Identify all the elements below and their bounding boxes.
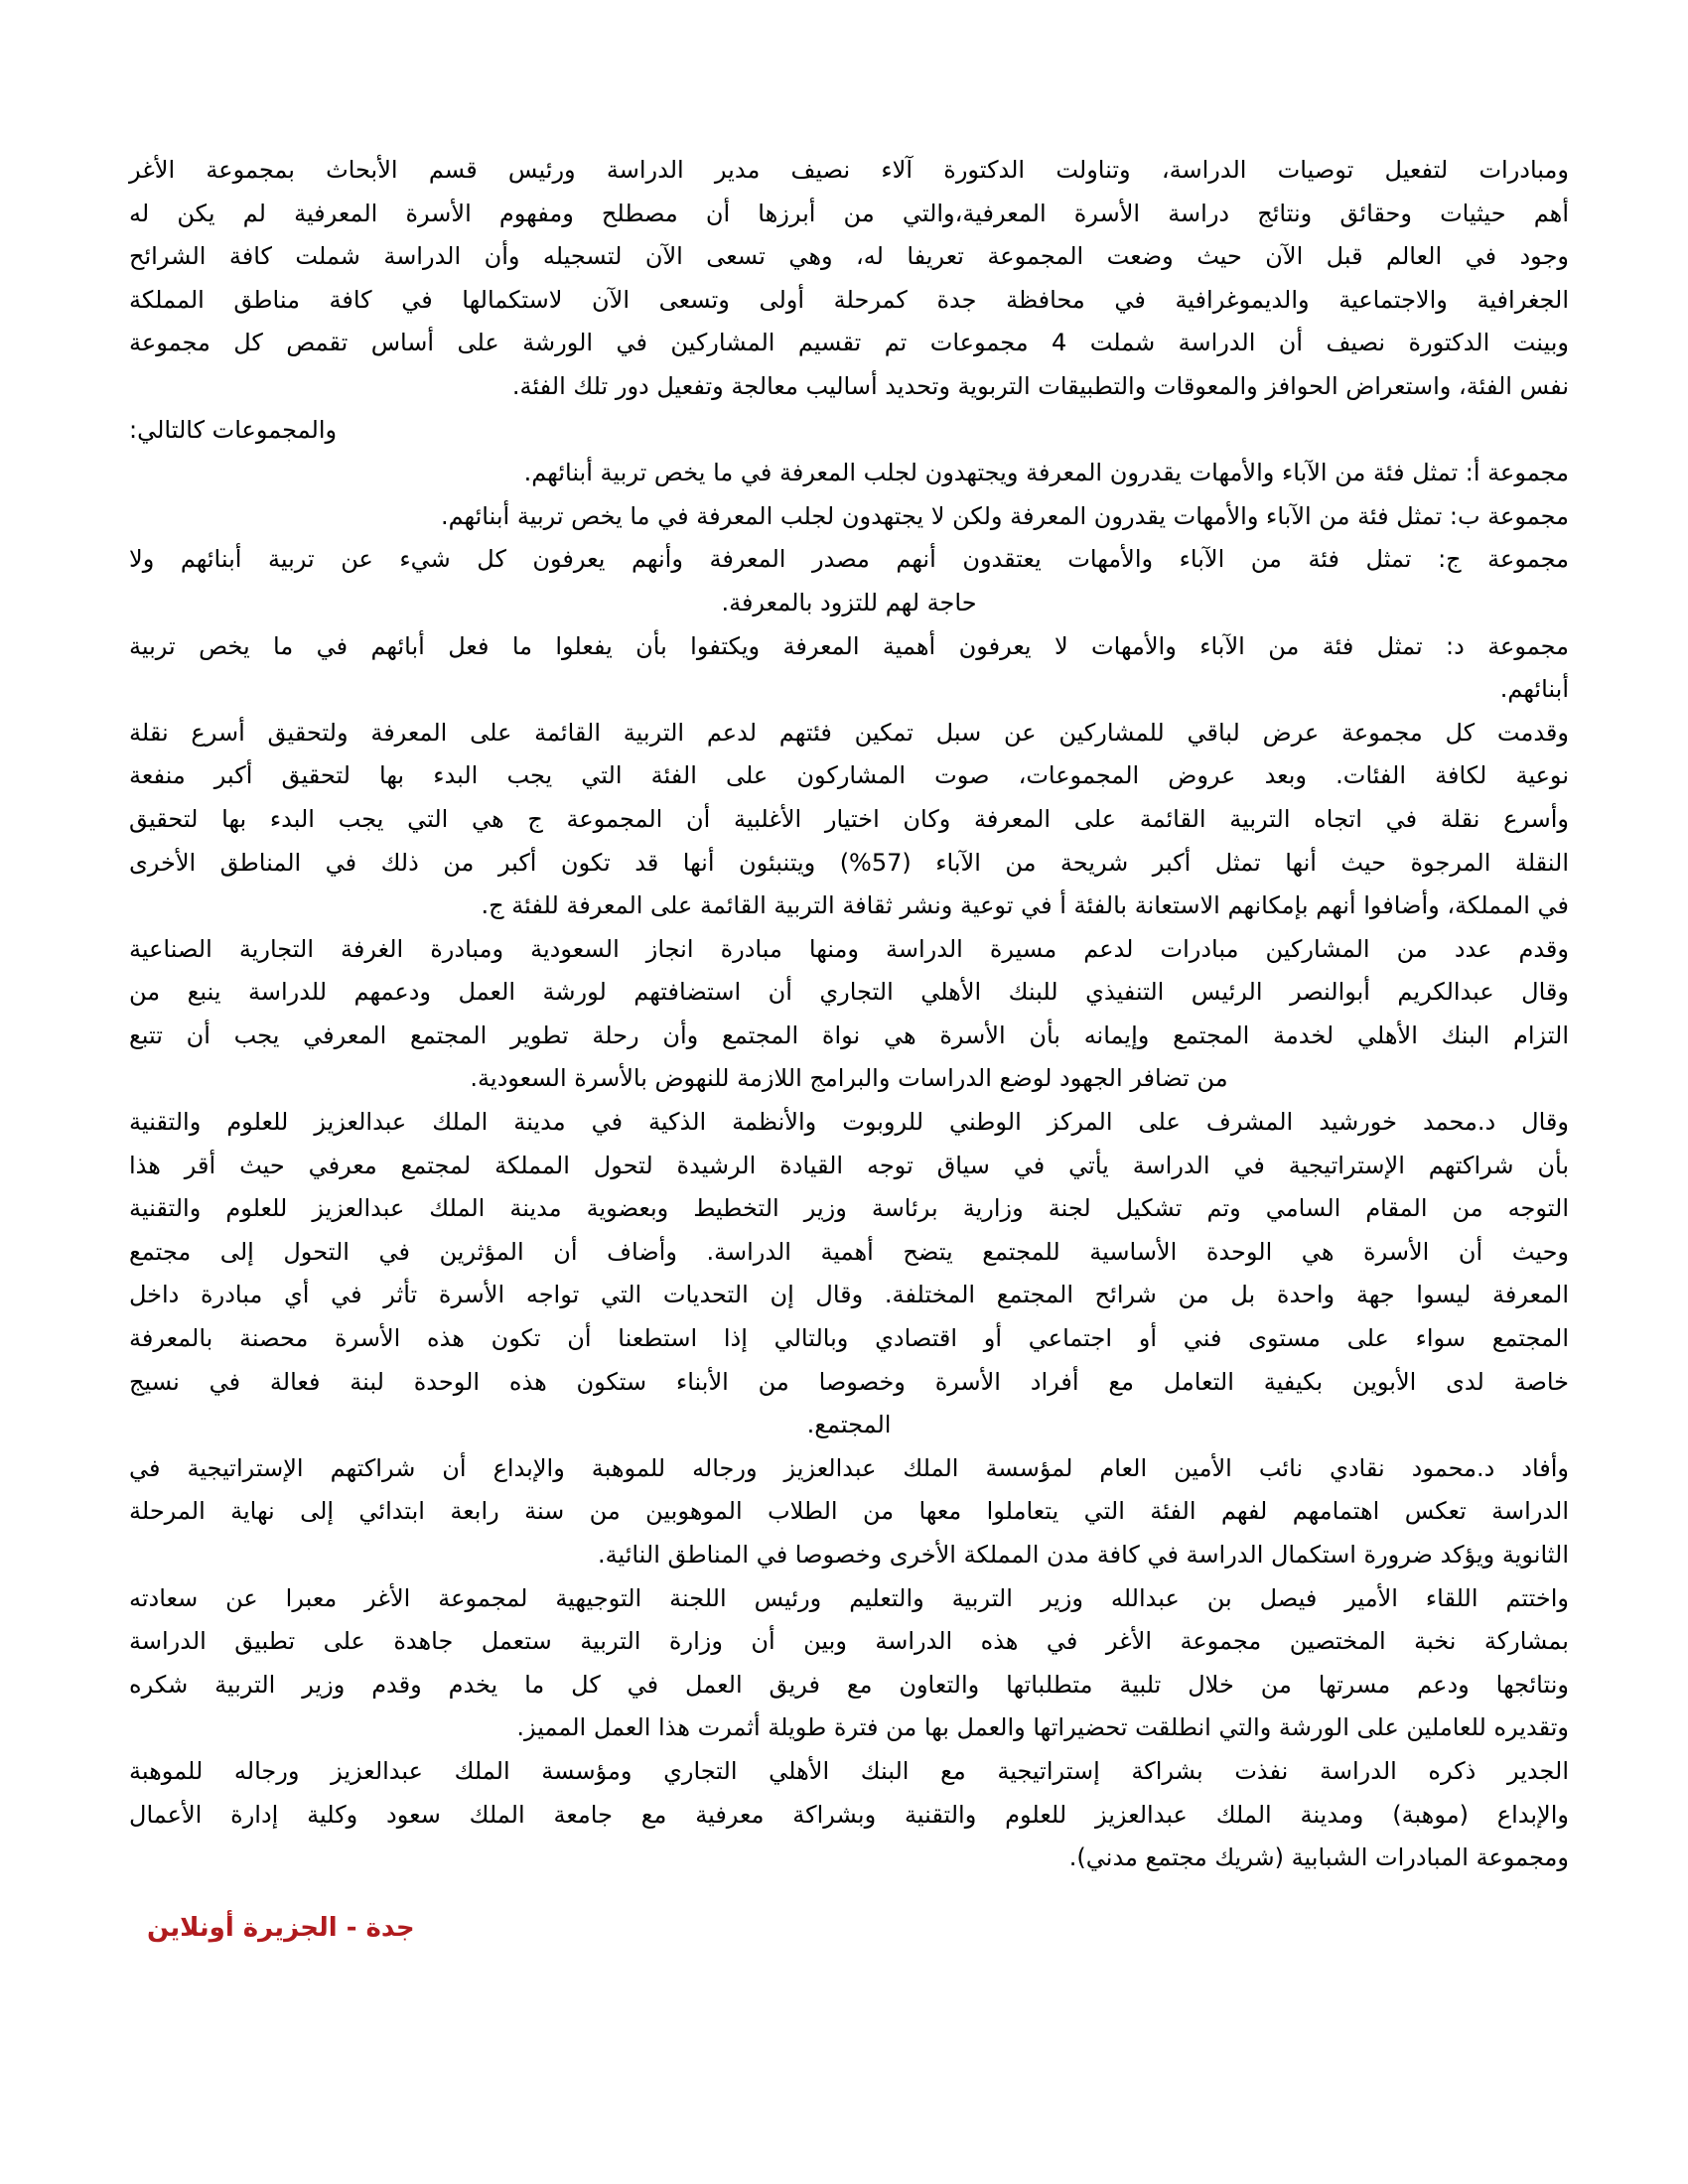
article-line: وأفاد د.محمود نقادي نائب الأمين العام لمؤسسة الملك عبدالعزيز ورجاله للموهبة والإبداع أن شراكتهم الإستراتيجية في <box>129 1453 1569 1482</box>
article-line: بأن شراكتهم الإستراتيجية في الدراسة يأتي في سياق توجه القيادة الرشيدة لتحول المملكة لمجتمع معرفي حيث أقر هذا <box>129 1151 1569 1179</box>
article-line: المعرفة ليسوا جهة واحدة بل من شرائح المجتمع المختلفة. وقال إن التحديات التي تواجه الأسرة تأثر في أي مبادرة داخل <box>129 1281 1569 1309</box>
article-line: النقلة المرجوة حيث أنها تمثل أكبر شريحة من الآباء (57%) ويتنبئون أنها قد تكون أكبر من ذلك في المناطق الأخرى <box>129 848 1570 877</box>
article-line: وقدم عدد من المشاركين مبادرات لدعم مسيرة الدراسة ومنها مبادرة انجاز السعودية ومبادرة الغرفة التجارية الصناعية <box>129 934 1569 963</box>
article-line: وجود في العالم قبل الآن حيث وضعت المجموعة تعريفا له، وهي تسعى الآن لتسجيله وأن الدراسة شملت كافة الشرائح <box>129 242 1569 271</box>
article-line: وبينت الدكتورة نصيف أن الدراسة شملت 4 مجموعات تم تقسيم المشاركين في الورشة على أساس تقمص كل مجموعة <box>129 329 1569 357</box>
article-line: أهم حيثيات وحقائق ونتائج دراسة الأسرة المعرفية،والتي من أبرزها أن مصطلح ومفهوم الأسرة المعرفية لم يكن له <box>129 199 1569 227</box>
article-line: وقدمت كل مجموعة عرض لباقي للمشاركين عن سبل تمكين فئتهم لدعم التربية القائمة على المعرفة ولتحقيق أسرع نقلة <box>129 718 1569 747</box>
article-line: وقال عبدالكريم أبوالنصر الرئيس التنفيذي للبنك الأهلي التجاري أن استضافتهم لورشة العمل ودعمهم للدراسة ينبع من <box>129 978 1569 1007</box>
article-line: في المملكة، وأضافوا أنهم بإمكانهم الاستعانة بالفئة أ في توعية ونشر ثقافة التربية القائمة على المعرفة للفئة ج. <box>481 891 1569 920</box>
article-line: وحيث أن الأسرة هي الوحدة الأساسية للمجتمع يتضح أهمية الدراسة. وأضاف أن المؤثرين في التحول إلى مجتمع <box>129 1237 1569 1266</box>
article-line: خاصة لدى الأبوين بكيفية التعامل مع أفراد الأسرة وخصوصا من الأبناء ستكون هذه الوحدة لبنة فعالة في نسيج <box>129 1367 1569 1396</box>
article-line: ونتائجها ودعم مسرتها من خلال تلبية متطلباتها والتعاون مع فريق العمل في كل ما يخدم وقدم وزير التربية شكره <box>129 1670 1569 1699</box>
article-line: وأسرع نقلة في اتجاه التربية القائمة على المعرفة وكان اختيار الأغلبية أن المجموعة ج هي التي يجب البدء بها لتحقيق <box>129 804 1569 833</box>
article-line: نوعية لكافة الفئات. وبعد عروض المجموعات، صوت المشاركون على الفئة التي يجب البدء بها لتحقيق أكبر منفعة <box>129 761 1569 790</box>
article-line: حاجة لهم للتزود بالمعرفة. <box>721 588 977 616</box>
article-line: الدراسة تعكس اهتمامهم لفهم الفئة التي يتعاملوا معها من الطلاب الموهوبين من سنة رابعة ابتدائي إلى نهاية المرحلة <box>129 1497 1569 1526</box>
article-line: الثانوية ويؤكد ضرورة استكمال الدراسة في كافة مدن المملكة الأخرى وخصوصا في المناطق النائية. <box>597 1541 1569 1569</box>
article-line: التزام البنك الأهلي لخدمة المجتمع وإيمانه بأن الأسرة هي نواة المجتمع وأن رحلة تطوير المجتمع المعرفي يجب أن تتبع <box>129 1021 1569 1049</box>
article-line: التوجه من المقام السامي وتم تشكيل لجنة وزارية برئاسة وزير التخطيط وبعضوية مدينة الملك عبدالعزيز للعلوم والتقنية <box>129 1194 1569 1223</box>
article-line: وتقديره للعاملين على الورشة والتي انطلقت تحضيراتها والعمل بها من فترة طويلة أثمرت هذا العمل المميز. <box>516 1713 1569 1742</box>
article-line: المجتمع سواء على مستوى فني أو اجتماعي أو اقتصادي وبالتالي إذا استطعنا أن تكون هذه الأسرة محصنة بالمعرفة <box>129 1324 1569 1353</box>
article-line: مجموعة ج: تمثل فئة من الآباء والأمهات يعتقدون أنهم مصدر المعرفة وأنهم يعرفون كل شيء عن تربية أبنائهم ولا <box>129 545 1569 574</box>
article-line: بمشاركة نخبة المختصين مجموعة الأغر في هذه الدراسة وبين أن وزارة التربية ستعمل جاهدة على تطبيق الدراسة <box>129 1627 1569 1656</box>
article-line: من تضافر الجهود لوضع الدراسات والبرامج اللازمة للنهوض بالأسرة السعودية. <box>470 1064 1228 1093</box>
byline: جدة - الجزيرة أونلاين <box>147 1913 415 1943</box>
article-line: ومبادرات لتفعيل توصيات الدراسة، وتناولت الدكتورة آلاء نصيف مدير الدراسة ورئيس قسم الأبحاث بمجموعة الأغر <box>129 156 1569 184</box>
article-line: مجموعة أ: تمثل فئة من الآباء والأمهات يقدرون المعرفة ويجتهدون لجلب المعرفة في ما يخص تربية أبنائهم. <box>523 459 1569 487</box>
article-line: نفس الفئة، واستعراض الحوافز والمعوقات والتطبيقات التربوية وتحديد أساليب معالجة وتفعيل دور تلك الفئة. <box>511 371 1569 400</box>
article-line: واختتم اللقاء الأمير فيصل بن عبدالله وزير التربية والتعليم ورئيس اللجنة التوجيهية لمجموعة الأغر معبرا عن سعادته <box>129 1583 1569 1612</box>
article-line: الجغرافية والاجتماعية والديموغرافية في محافظة جدة كمرحلة أولى وتسعى الآن لاستكمالها في كافة مناطق المملكة <box>129 285 1569 314</box>
article-line: والمجموعات كالتالي: <box>129 415 338 444</box>
article-line: المجتمع. <box>806 1411 892 1439</box>
article-line: ومجموعة المبادرات الشبابية (شريك مجتمع مدني). <box>1068 1843 1569 1872</box>
article-line: الجدير ذكره الدراسة نفذت بشراكة إستراتيجية مع البنك الأهلي التجاري ومؤسسة الملك عبدالعزيز ورجاله للموهبة <box>129 1756 1569 1785</box>
article-line: والإبداع (موهبة) ومدينة الملك عبدالعزيز للعلوم والتقنية وبشراكة معرفية مع جامعة الملك سعود وكلية إدارة الأعمال <box>129 1800 1569 1829</box>
article-line: مجموعة ب: تمثل فئة من الآباء والأمهات يقدرون المعرفة ولكن لا يجتهدون لجلب المعرفة في ما يخص تربية أبنائهم. <box>440 501 1569 530</box>
article-line: أبنائهم. <box>1499 675 1569 704</box>
article-body <box>129 149 1569 1880</box>
article-line: وقال د.محمد خورشيد المشرف على المركز الوطني للروبوت والأنظمة الذكية في مدينة الملك عبدالعزيز للعلوم والتقنية <box>129 1108 1569 1137</box>
article-line: مجموعة د: تمثل فئة من الآباء والأمهات لا يعرفون أهمية المعرفة ويكتفوا بأن يفعلوا ما فعل أبائهم في ما يخص تربية <box>129 631 1569 660</box>
